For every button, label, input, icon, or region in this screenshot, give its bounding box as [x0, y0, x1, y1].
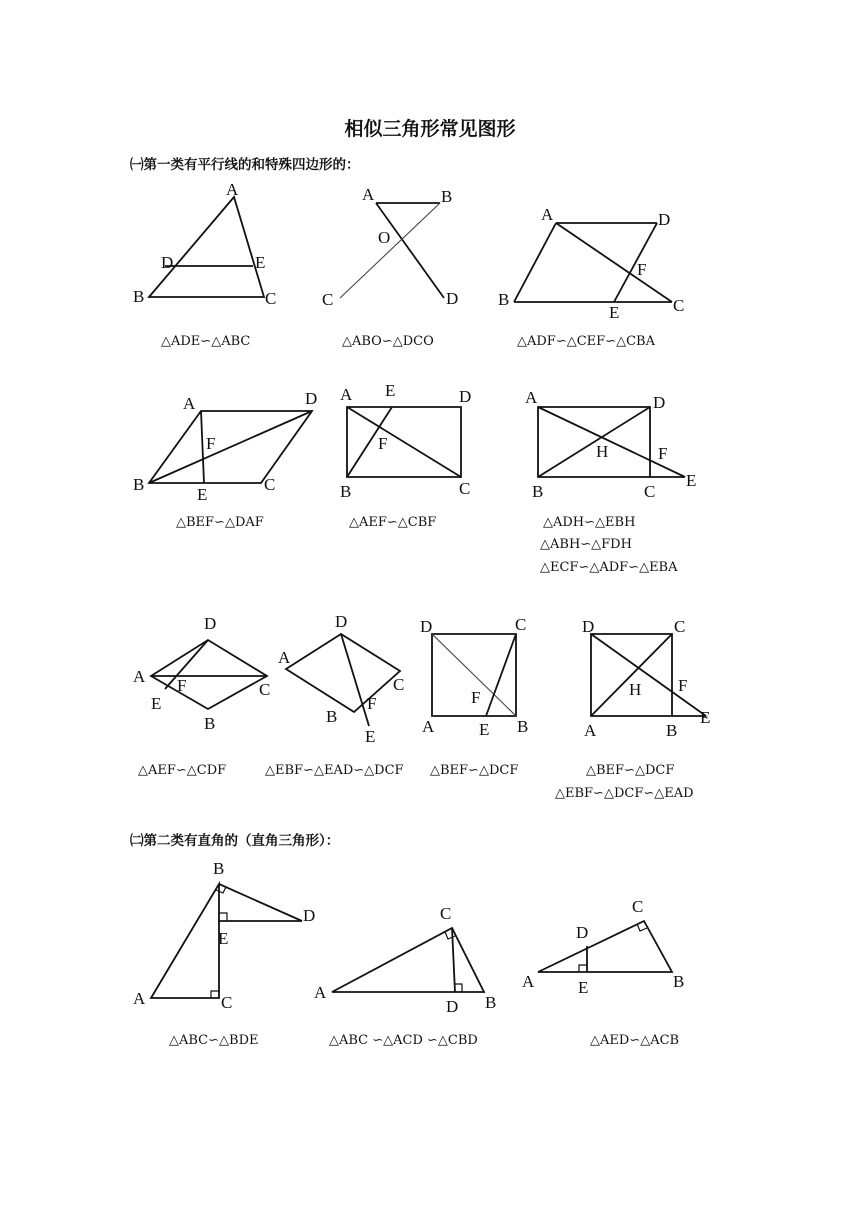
figure-7 — [133, 614, 270, 733]
label-B: B — [204, 714, 216, 733]
label-C: C — [459, 479, 471, 498]
figure-9 — [420, 615, 528, 739]
section-heading-2: ㈡第二类有直角的（直角三角形）： — [130, 833, 340, 849]
label-F: F — [637, 260, 647, 279]
label-C: C — [515, 615, 527, 634]
label-A: A — [133, 667, 146, 686]
label-D: D — [420, 617, 433, 636]
caption-fig9: △BEF∽△DCF — [430, 763, 519, 778]
label-A: A — [362, 185, 375, 204]
figure-10 — [582, 617, 710, 740]
section-heading-1: ㈠第一类有平行线的和特殊四边形的： — [130, 157, 360, 173]
label-E: E — [700, 708, 711, 727]
caption-fig1: △ADE∽△ABC — [161, 334, 251, 349]
caption-fig12: △ABC ∽△ACD ∽△CBD — [329, 1033, 478, 1048]
label-A: A — [584, 721, 597, 740]
label-B: B — [666, 721, 678, 740]
label-A: A — [340, 385, 353, 404]
label-F: F — [471, 688, 481, 707]
label-A: A — [525, 388, 538, 407]
label-B: B — [326, 707, 338, 726]
label-D: D — [653, 393, 666, 412]
figure-11 — [133, 859, 315, 1012]
label-C: C — [322, 290, 334, 309]
label-A: A — [522, 972, 535, 991]
caption-fig3: △ADF∽△CEF∽△CBA — [517, 334, 655, 349]
label-E: E — [151, 694, 162, 713]
label-D: D — [305, 389, 318, 408]
figure-1 — [133, 180, 276, 308]
label-E: E — [365, 727, 376, 746]
label-D: D — [446, 289, 459, 308]
label-D: D — [204, 614, 217, 633]
caption-fig7: △AEF∽△CDF — [138, 763, 227, 778]
label-C: C — [393, 675, 405, 694]
label-O: O — [378, 228, 391, 247]
label-B: B — [517, 717, 529, 736]
figure-5 — [340, 381, 471, 501]
label-C: C — [632, 897, 644, 916]
label-E: E — [686, 471, 697, 490]
label-H: H — [629, 680, 642, 699]
label-D: D — [335, 612, 348, 631]
label-B: B — [441, 187, 453, 206]
caption-fig10-line1: △BEF∽△DCF — [586, 763, 675, 778]
caption-fig11: △ABC∽△BDE — [169, 1033, 259, 1048]
label-F: F — [678, 676, 688, 695]
label-C: C — [673, 296, 685, 315]
label-D: D — [303, 906, 316, 925]
caption-fig6-line2: △ABH∽△FDH — [540, 537, 632, 552]
label-F: F — [658, 444, 668, 463]
label-D: D — [161, 253, 174, 272]
label-D: D — [582, 617, 595, 636]
caption-fig4: △BEF∽△DAF — [176, 515, 264, 530]
label-F: F — [378, 434, 388, 453]
figure-8 — [278, 612, 404, 746]
label-C: C — [221, 993, 233, 1012]
label-E: E — [578, 978, 589, 997]
label-A: A — [422, 717, 435, 736]
figure-13 — [522, 897, 684, 997]
label-B: B — [498, 290, 510, 309]
label-D: D — [446, 997, 459, 1016]
figure-12 — [314, 904, 496, 1016]
caption-fig13: △AED∽△ACB — [590, 1033, 680, 1048]
label-F: F — [367, 694, 377, 713]
label-E: E — [609, 303, 620, 322]
label-E: E — [385, 381, 396, 400]
label-A: A — [183, 394, 196, 413]
caption-fig2: △ABO∽△DCO — [342, 334, 434, 349]
label-B: B — [213, 859, 225, 878]
label-E: E — [197, 485, 208, 504]
label-H: H — [596, 442, 609, 461]
label-D: D — [459, 387, 472, 406]
label-C: C — [264, 475, 276, 494]
caption-fig8: △EBF∽△EAD∽△DCF — [265, 763, 404, 778]
label-A: A — [314, 983, 327, 1002]
label-A: A — [278, 648, 291, 667]
label-B: B — [133, 287, 145, 306]
caption-fig5: △AEF∽△CBF — [349, 515, 437, 530]
label-E: E — [255, 253, 266, 272]
page-title: 相似三角形常见图形 — [344, 118, 516, 140]
label-D: D — [576, 923, 589, 942]
label-F: F — [177, 676, 187, 695]
label-A: A — [541, 205, 554, 224]
caption-fig6-line3: △ECF∽△ADF∽△EBA — [540, 560, 678, 575]
label-C: C — [440, 904, 452, 923]
label-C: C — [644, 482, 656, 501]
label-B: B — [340, 482, 352, 501]
label-E: E — [479, 720, 490, 739]
label-C: C — [259, 680, 271, 699]
figure-4 — [133, 389, 317, 504]
label-F: F — [206, 434, 216, 453]
label-C: C — [265, 289, 277, 308]
label-C: C — [674, 617, 686, 636]
figure-3 — [498, 205, 684, 322]
label-B: B — [532, 482, 544, 501]
label-E: E — [218, 929, 229, 948]
figure-6 — [525, 388, 696, 501]
label-B: B — [485, 993, 497, 1012]
figure-2 — [322, 185, 458, 309]
label-B: B — [673, 972, 685, 991]
caption-fig10-line2: △EBF∽△DCF∽△EAD — [555, 786, 694, 801]
label-A: A — [133, 989, 146, 1008]
label-D: D — [658, 210, 671, 229]
label-B: B — [133, 475, 145, 494]
caption-fig6-line1: △ADH∽△EBH — [543, 515, 636, 530]
label-A: A — [226, 180, 239, 199]
